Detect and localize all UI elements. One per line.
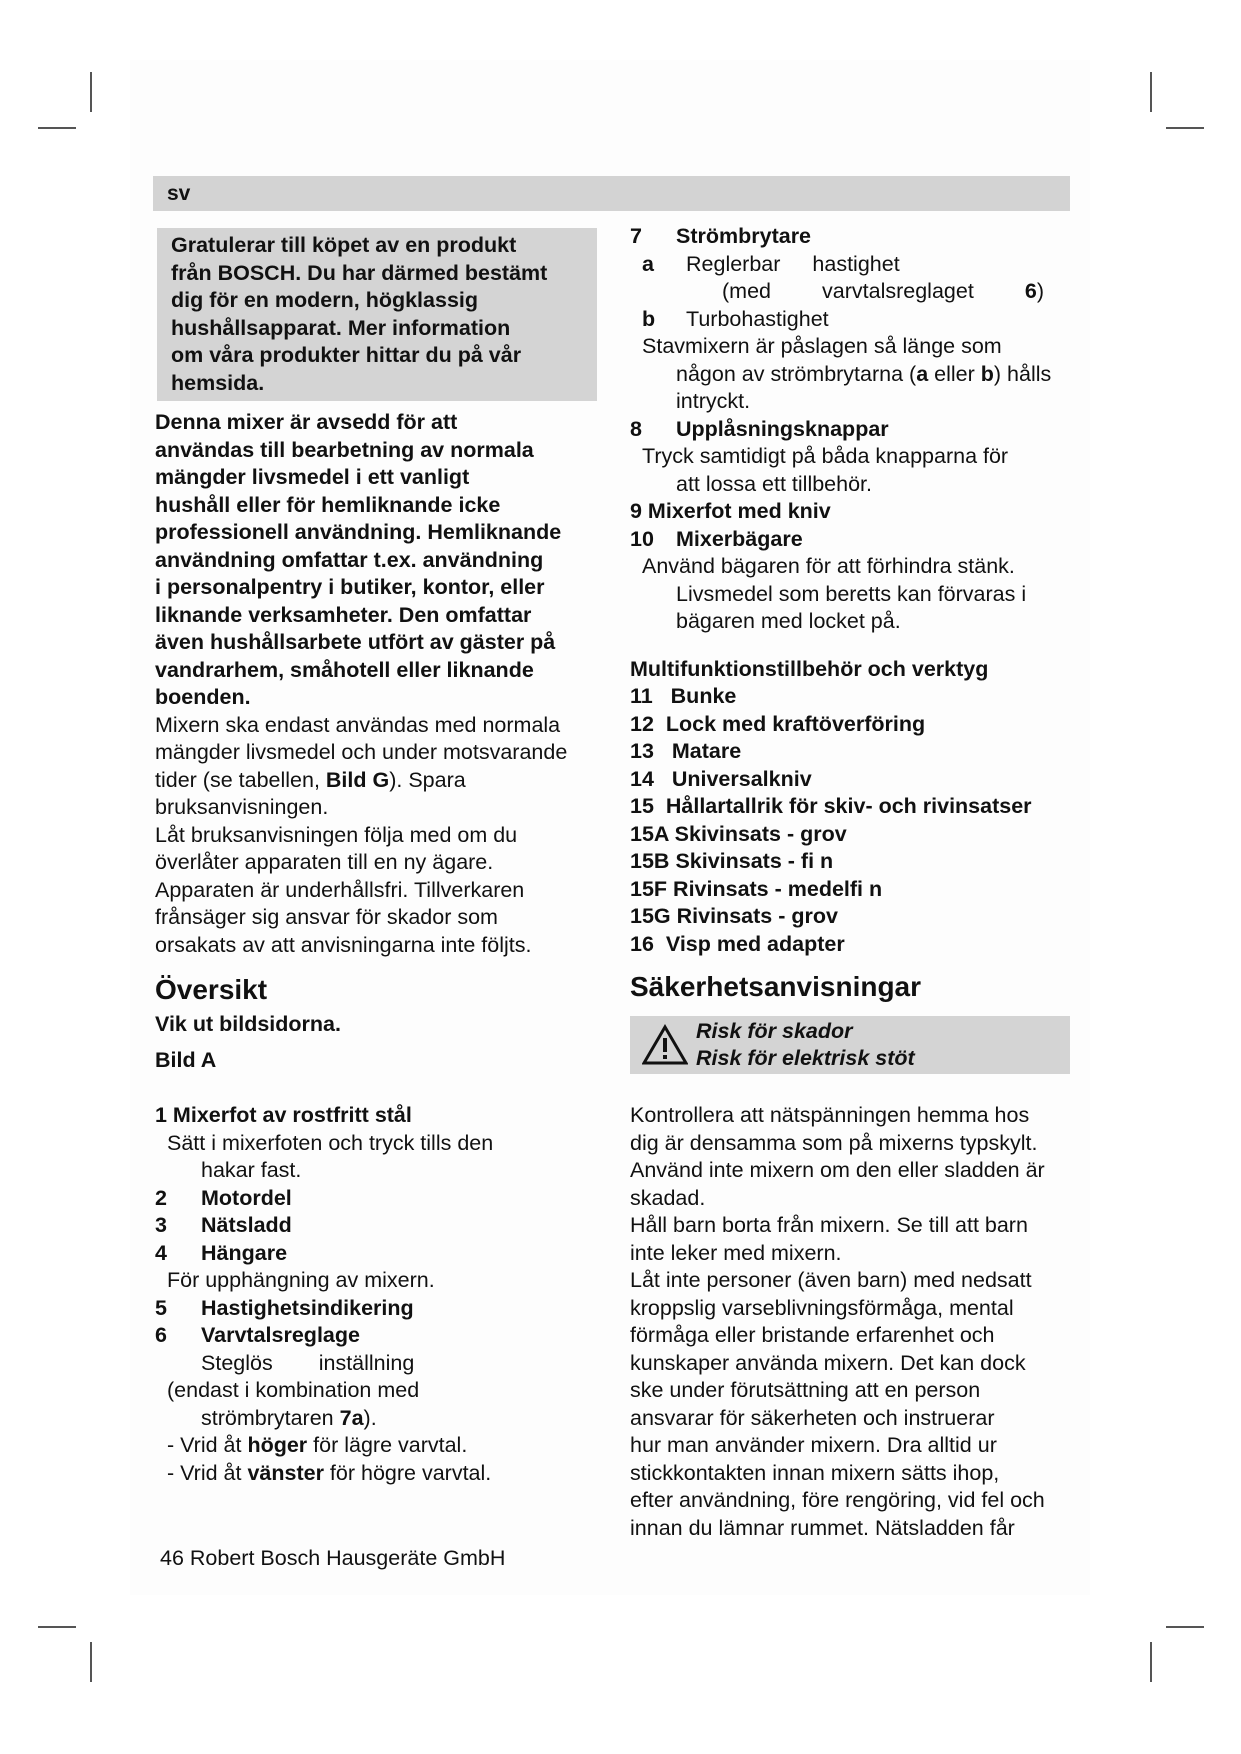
crop-mark bbox=[1166, 1626, 1204, 1628]
list-item-text: - Vrid åt vänster för högre varvtal. bbox=[167, 1460, 492, 1485]
text-line: Mixern ska endast användas med normala bbox=[155, 712, 561, 737]
unfold-note: Vik ut bildsidorna. bbox=[155, 1012, 341, 1036]
crop-mark bbox=[1166, 127, 1204, 129]
list-item-text: (endast i kombination med bbox=[167, 1378, 420, 1402]
page-footer: 46 Robert Bosch Hausgeräte GmbH bbox=[160, 1546, 506, 1570]
list-item-text: Steglös inställning bbox=[201, 1350, 415, 1375]
intro-line: hemsida. bbox=[171, 370, 265, 395]
text-line: mängder livsmedel i ett vanligt bbox=[155, 465, 470, 489]
intro-line: hushållsapparat. Mer information bbox=[171, 315, 511, 340]
list-item-text: Tryck samtidigt på båda knapparna för bbox=[642, 444, 1009, 468]
list-item: 10 Mixerbägare bbox=[630, 526, 803, 551]
text-line: Låt inte personer (även barn) med nedsatt bbox=[630, 1268, 1032, 1292]
list-item: 8 Upplåsningsknappar bbox=[630, 416, 889, 441]
text-line: professionell användning. Hemliknande bbox=[155, 520, 562, 544]
text-line: kroppslig varseblivningsförmåga, mental bbox=[630, 1295, 1014, 1320]
list-item-text: hakar fast. bbox=[201, 1158, 302, 1182]
text-line: överlåter apparaten till en ny ägare. bbox=[155, 850, 494, 874]
text-line: dig är densamma som på mixerns typskylt. bbox=[630, 1130, 1038, 1155]
list-item-text: strömbrytaren 7a). bbox=[201, 1405, 377, 1430]
overview-heading: Översikt bbox=[155, 974, 268, 1005]
text-line: Kontrollera att nätspänningen hemma hos bbox=[630, 1103, 1030, 1127]
text-line: Denna mixer är avsedd för att bbox=[155, 410, 458, 434]
crop-mark bbox=[90, 72, 92, 112]
text-line: Apparaten är underhållsfri. Tillverkaren bbox=[155, 877, 525, 902]
intro-box bbox=[157, 228, 597, 401]
text-line: förmåga eller bristande erfarenhet och bbox=[630, 1323, 995, 1347]
text-line: innan du lämnar rummet. Nätsladden får bbox=[630, 1515, 1015, 1540]
text-line: boenden. bbox=[155, 685, 251, 709]
crop-mark bbox=[1150, 1642, 1152, 1682]
left-column bbox=[155, 228, 595, 1487]
list-item: 4 Hängare bbox=[155, 1240, 288, 1265]
text-line: Håll barn borta från mixern. Se till att barn bbox=[630, 1213, 1028, 1237]
list-item: 2 Motordel bbox=[155, 1185, 292, 1210]
text-line: frånsäger sig ansvar för skador som bbox=[155, 905, 498, 929]
list-item-text: Livsmedel som beretts kan förvaras i bbox=[676, 581, 1027, 606]
crop-mark bbox=[38, 1626, 76, 1628]
list-item-text: att lossa ett tillbehör. bbox=[676, 471, 872, 496]
text-line: ske under förutsättning att en person bbox=[630, 1378, 981, 1402]
list-item: 9 Mixerfot med kniv bbox=[630, 499, 831, 523]
text-line: inte leker med mixern. bbox=[630, 1240, 842, 1265]
text-line: hur man använder mixern. Dra alltid ur bbox=[630, 1433, 997, 1457]
intro-line: om våra produkter hittar du på vår bbox=[171, 343, 522, 367]
warning-line: Risk för skador bbox=[696, 1019, 853, 1043]
text-line: även hushållsarbete utfört av gäster på bbox=[155, 630, 556, 654]
safety-heading: Säkerhetsanvisningar bbox=[630, 971, 922, 1002]
text-line: Använd inte mixern om den eller sladden är bbox=[630, 1158, 1045, 1182]
text-line: användning omfattar t.ex. användning bbox=[155, 547, 544, 572]
text-line: tider (se tabellen, Bild G). Spara bbox=[155, 767, 466, 792]
text-line: användas till bearbetning av normala bbox=[155, 437, 534, 462]
list-item-text: Stavmixern är påslagen så länge som bbox=[642, 334, 1002, 358]
text-line: i personalpentry i butiker, kontor, eller bbox=[155, 575, 545, 599]
list-item-text: (med varvtalsreglaget 6) bbox=[722, 279, 1044, 303]
text-line: kunskaper använda mixern. Det kan dock bbox=[630, 1350, 1026, 1375]
language-header bbox=[153, 176, 1070, 211]
list-item: 5 Hastighetsindikering bbox=[155, 1295, 414, 1320]
accessory-item: 12 Lock med kraftöverföring bbox=[630, 711, 926, 736]
warning-triangle-icon bbox=[642, 1024, 688, 1066]
text-line: vandrarhem, småhotell eller liknande bbox=[155, 657, 534, 682]
accessory-item: 11 Bunke bbox=[630, 684, 737, 708]
list-item-text: - Vrid åt höger för lägre varvtal. bbox=[167, 1433, 468, 1457]
accessory-item: 15G Rivinsats - grov bbox=[630, 904, 838, 928]
list-item: 1 Mixerfot av rostfritt stål bbox=[155, 1103, 412, 1127]
list-item-text: någon av strömbrytarna (a eller b) hålls bbox=[676, 361, 1052, 386]
accessory-item: 16 Visp med adapter bbox=[630, 931, 845, 956]
text-line: efter användning, före rengöring, vid fel och bbox=[630, 1488, 1045, 1512]
intro-line: från BOSCH. Du har därmed bestämt bbox=[171, 260, 548, 285]
accessory-item: 14 Universalkniv bbox=[630, 766, 812, 791]
text-line: stickkontakten innan mixern sätts ihop, bbox=[630, 1460, 1000, 1485]
text-line: Låt bruksanvisningen följa med om du bbox=[155, 822, 518, 847]
crop-mark bbox=[90, 1642, 92, 1682]
text-line: liknande verksamheter. Den omfattar bbox=[155, 602, 532, 627]
list-item-text: intryckt. bbox=[676, 389, 751, 413]
list-item-text: a Reglerbar hastighet bbox=[642, 251, 900, 276]
warning-box bbox=[630, 1016, 1070, 1074]
text-line: skadad. bbox=[630, 1185, 706, 1210]
crop-mark bbox=[38, 127, 76, 129]
crop-mark bbox=[1150, 72, 1152, 112]
accessory-item: 15 Hållartallrik för skiv- och rivinsatser bbox=[630, 794, 1032, 818]
right-column bbox=[630, 223, 1070, 1542]
warning-line: Risk för elektrisk stöt bbox=[696, 1046, 915, 1070]
accessories-list bbox=[630, 683, 1070, 958]
safety-paragraph bbox=[630, 1102, 1070, 1542]
accessory-item: 15B Skivinsats - fi n bbox=[630, 849, 834, 873]
text-line: bruksanvisningen. bbox=[155, 795, 329, 819]
usage-paragraph bbox=[155, 712, 595, 960]
text-line: hushåll eller för hemliknande icke bbox=[155, 492, 501, 517]
text-line: orsakats av att anvisningarna inte följts. bbox=[155, 932, 532, 957]
accessory-item: 15F Rivinsats - medelfi n bbox=[630, 876, 883, 901]
picture-ref: Bild A bbox=[155, 1047, 217, 1072]
list-item-text: b Turbohastighet bbox=[642, 306, 829, 331]
intended-use-paragraph bbox=[155, 409, 595, 712]
list-item-text: bägaren med locket på. bbox=[676, 609, 901, 633]
accessory-item: 13 Matare bbox=[630, 739, 742, 763]
intro-line: dig för en modern, högklassig bbox=[171, 288, 479, 312]
list-item-text: Använd bägaren för att förhindra stänk. bbox=[642, 554, 1015, 578]
text-line: ansvarar för säkerheten och instruerar bbox=[630, 1405, 995, 1430]
list-item: 7 Strömbrytare bbox=[630, 224, 812, 248]
list-item-text: För upphängning av mixern. bbox=[167, 1268, 435, 1292]
intro-line: Gratulerar till köpet av en produkt bbox=[171, 233, 517, 257]
accessory-item: 15A Skivinsats - grov bbox=[630, 821, 847, 846]
accessories-heading: Multifunktionstillbehör och verktyg bbox=[630, 656, 989, 681]
language-code: sv bbox=[167, 182, 191, 205]
list-item: 3 Nätsladd bbox=[155, 1213, 292, 1237]
list-item: 6 Varvtalsreglage bbox=[155, 1323, 360, 1347]
text-line: mängder livsmedel och under motsvarande bbox=[155, 740, 568, 764]
list-item-text: Sätt i mixerfoten och tryck tills den bbox=[167, 1130, 494, 1155]
